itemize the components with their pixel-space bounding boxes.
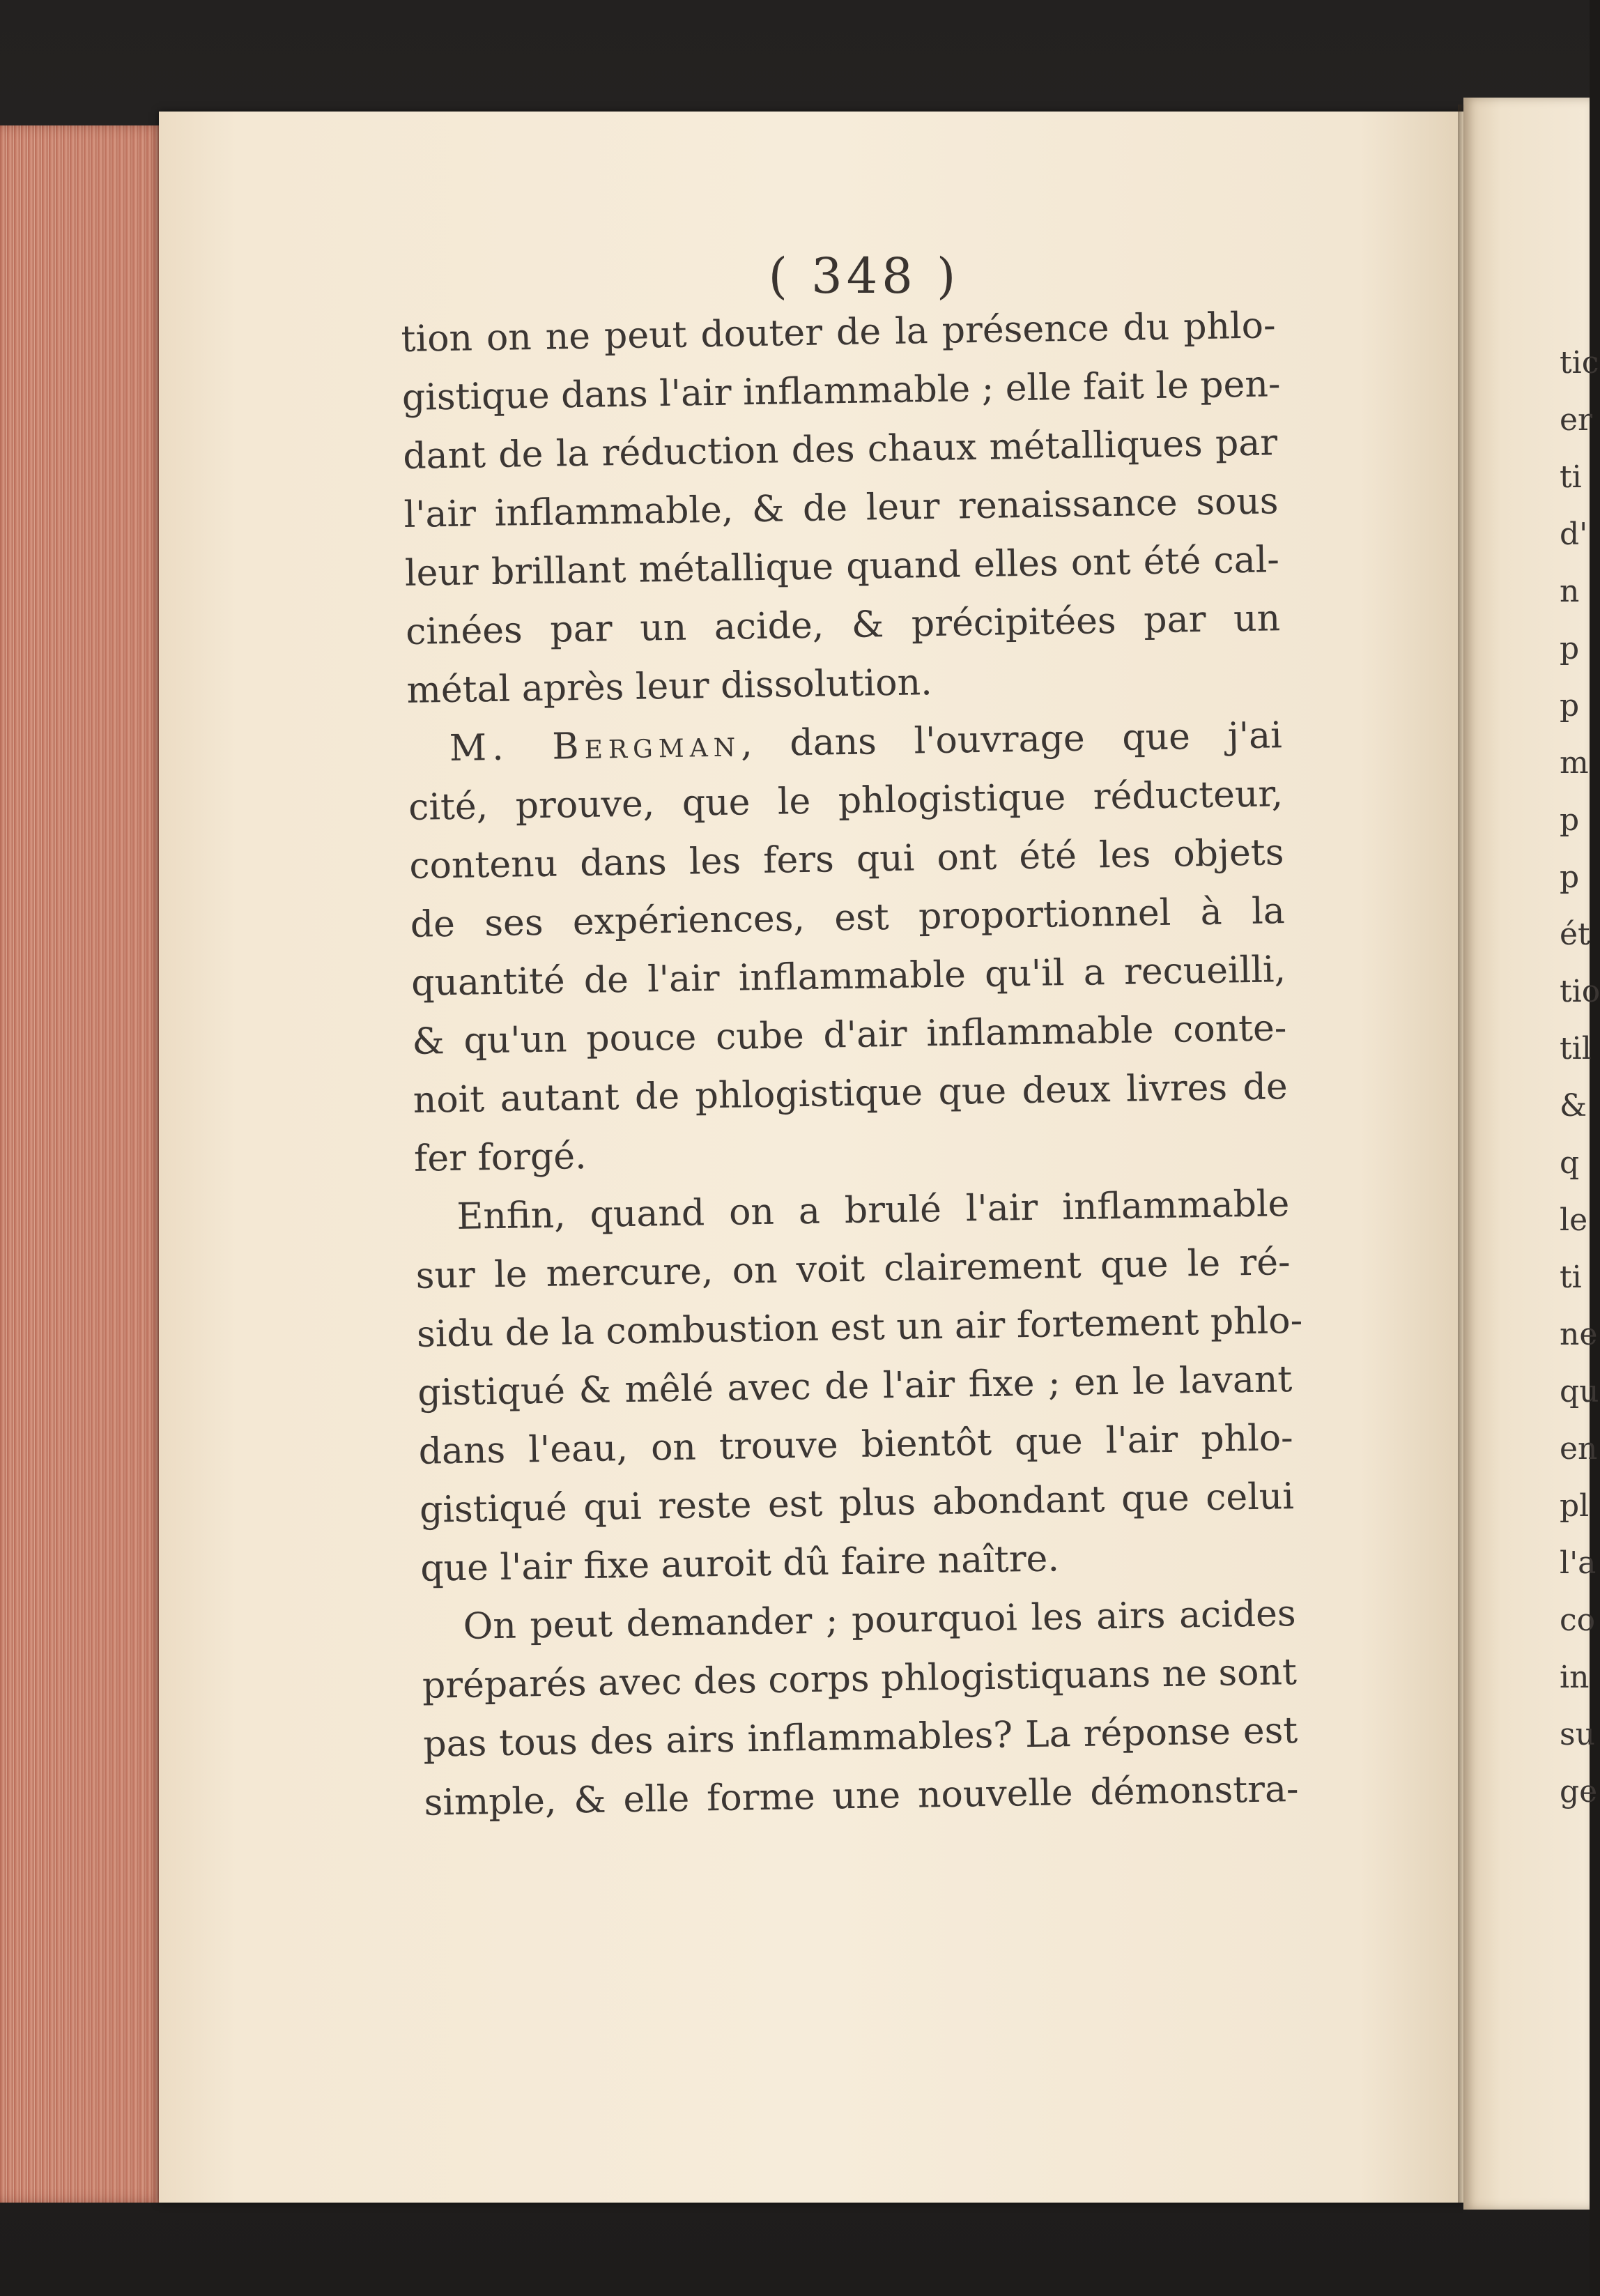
- book-gutter: [1458, 105, 1465, 2203]
- fragment: ti: [1560, 1260, 1582, 1295]
- text-line: fer forgé.: [413, 1135, 587, 1180]
- fragment: p: [1560, 859, 1580, 895]
- fragment: su: [1560, 1717, 1595, 1752]
- fragment: pl: [1560, 1488, 1590, 1524]
- fragment: ge: [1560, 1774, 1598, 1809]
- text-line: & qu'un pouce cube d'air inflammable conte-: [412, 1007, 1287, 1063]
- fragment: ne: [1560, 1317, 1598, 1352]
- fragment: co: [1560, 1602, 1596, 1638]
- fragment: qu: [1560, 1374, 1599, 1409]
- fragment: n: [1560, 574, 1580, 609]
- fragment: ét: [1560, 917, 1590, 952]
- text-line: noit autant de phlogistique que deux livres de: [413, 1066, 1289, 1122]
- text-line: pas tous des airs inflammables? La réponse est: [422, 1710, 1298, 1766]
- text-line: Enfin, quand on a brulé l'air inflammable: [456, 1183, 1290, 1238]
- fragment: in: [1560, 1660, 1590, 1695]
- text-line: préparés avec des corps phlogistiquans ne sont: [422, 1651, 1298, 1707]
- author-name: M. Bergman: [449, 723, 741, 770]
- text-line: cinées par un acide, & précipitées par un: [405, 597, 1281, 653]
- paragraph: [407, 706, 1289, 1188]
- fragment: le: [1560, 1202, 1588, 1238]
- paragraph: [421, 1584, 1299, 1832]
- fragment: ti: [1560, 459, 1582, 495]
- text-line: contenu dans les fers qui ont été les objets: [409, 832, 1284, 887]
- page-number: ( 348 ): [768, 247, 960, 305]
- fragment: en: [1560, 1431, 1598, 1467]
- text-line: sur le mercure, on voit clairement que le ré-: [415, 1241, 1291, 1297]
- paragraph: [415, 1174, 1303, 1598]
- fragment: tio: [1560, 974, 1600, 1009]
- text-line: sidu de la combustion est un air fortement phlo-: [416, 1299, 1303, 1356]
- facing-page-fragments: [1560, 335, 1600, 1821]
- text-line: leur brillant métallique quand elles ont été cal-: [404, 539, 1280, 595]
- text-line: On peut demander ; pourquoi les airs acides: [463, 1593, 1297, 1648]
- text-line: quantité de l'air inflammable qu'il a recueilli,: [410, 949, 1286, 1004]
- text-line: gistique dans l'air inflammable ; elle fait le pen-: [401, 363, 1281, 419]
- text-line: simple, & elle forme une nouvelle démonstra-: [424, 1768, 1299, 1824]
- text-line: gistiqué & mêlé avec de l'air fixe ; en le lavant: [417, 1359, 1293, 1414]
- fragment: p: [1560, 802, 1580, 838]
- text-block: [401, 296, 1303, 1832]
- fragment: p: [1560, 631, 1580, 666]
- text-line: dans l'eau, on trouve bientôt que l'air phlo-: [418, 1417, 1294, 1473]
- text-line: gistiqué qui reste est plus abondant que celui: [419, 1476, 1295, 1531]
- text-line: l'air inflammable, & de leur renaissance sous: [403, 480, 1279, 536]
- page-edges: [0, 125, 167, 2203]
- fragment: &: [1560, 1088, 1587, 1124]
- text-line: tion on ne peut douter de la présence du phlo-: [401, 305, 1276, 360]
- fragment: d': [1560, 516, 1588, 552]
- text-line: métal après leur dissolution.: [406, 661, 933, 712]
- fragment: m: [1560, 745, 1589, 781]
- fragment: er: [1560, 402, 1593, 438]
- paragraph: [401, 296, 1282, 720]
- text-line: que l'air fixe auroit dû faire naître.: [420, 1538, 1060, 1590]
- fragment: p: [1560, 688, 1580, 724]
- text-line: dant de la réduction des chaux métalliques par: [402, 422, 1278, 477]
- text-line: de ses expériences, est proportionnel à la: [410, 890, 1286, 946]
- fragment: q: [1560, 1145, 1580, 1181]
- fragment: tic: [1560, 345, 1599, 381]
- fragment: l'a: [1560, 1545, 1597, 1581]
- fragment: til: [1560, 1031, 1592, 1066]
- text-span: , dans l'ouvrage que j'ai: [740, 714, 1283, 765]
- text-line: cité, prouve, que le phlogistique réducteur,: [408, 773, 1284, 829]
